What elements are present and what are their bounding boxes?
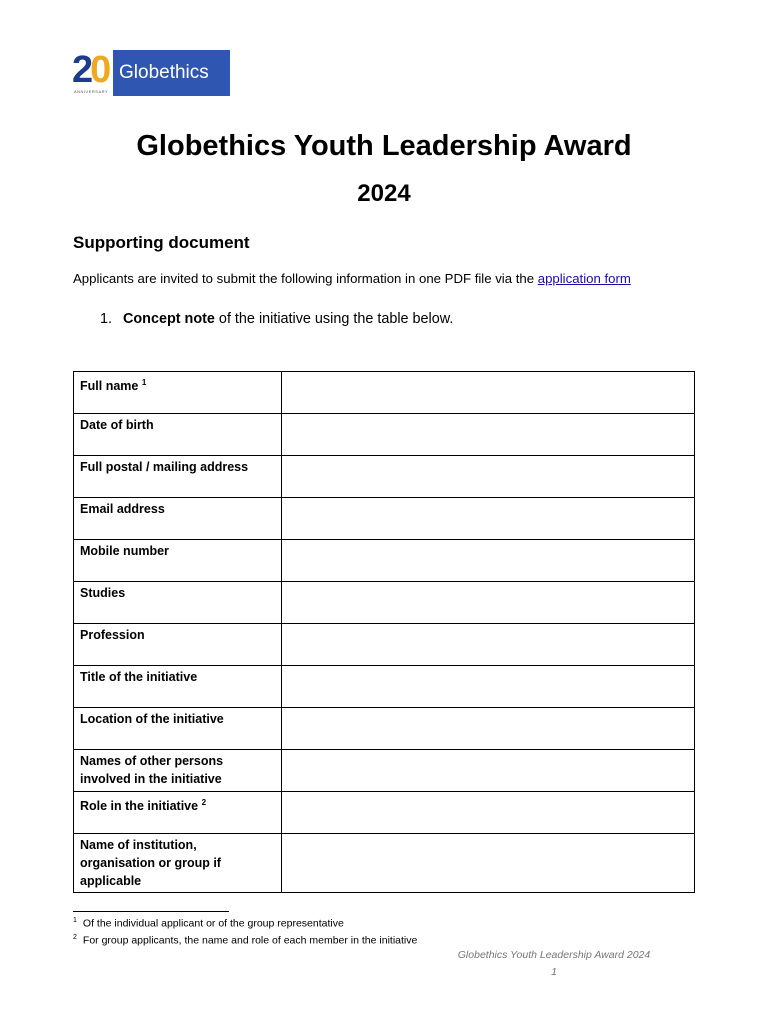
page-number: 1 <box>551 966 557 978</box>
row-label: Location of the initiative <box>74 708 282 750</box>
table-row <box>74 834 695 893</box>
table-row <box>74 498 695 540</box>
table-row <box>74 624 695 666</box>
value-cell[interactable] <box>282 834 695 893</box>
anniversary-caption: ANNIVERSARY <box>74 89 109 94</box>
page-title: Globethics Youth Leadership Award <box>136 130 632 162</box>
row-label: Studies <box>74 582 282 624</box>
footnote-ref: 2 <box>201 798 207 807</box>
row-label: Profession <box>74 624 282 666</box>
section-heading: Supporting document <box>73 233 250 252</box>
value-cell[interactable] <box>282 456 695 498</box>
value-cell[interactable] <box>282 372 695 414</box>
table-row <box>74 582 695 624</box>
label-text: Full name <box>80 379 139 394</box>
row-label: Email address <box>74 498 282 540</box>
row-label: Names of other persons involved in the initiative <box>74 750 282 792</box>
footnote-ref: 1 <box>141 378 147 387</box>
row-label: Name of institution, organisation or group if applicable <box>74 834 282 893</box>
row-label <box>74 372 282 414</box>
table-row <box>74 414 695 456</box>
table-row <box>74 540 695 582</box>
intro-paragraph <box>73 271 631 286</box>
application-form-link[interactable]: application form <box>537 271 631 286</box>
anniversary-number: 20 <box>72 49 109 91</box>
value-cell[interactable] <box>282 708 695 750</box>
row-label: Date of birth <box>74 414 282 456</box>
footnote-separator <box>73 911 229 912</box>
value-cell[interactable] <box>282 624 695 666</box>
globethics-logo <box>72 50 230 96</box>
footnote-number: 2 <box>73 934 77 941</box>
logo-wordmark: Globethics <box>113 50 230 96</box>
list-item-rest: of the initiative using the table below. <box>214 311 454 327</box>
footnote-text: Of the individual applicant or of the group representative <box>82 917 344 930</box>
footnote-1 <box>73 917 344 930</box>
value-cell[interactable] <box>282 750 695 792</box>
footnote-number: 1 <box>73 917 77 924</box>
label-text: Role in the initiative <box>80 799 199 814</box>
footnote-2 <box>73 934 417 947</box>
value-cell[interactable] <box>282 414 695 456</box>
row-label: Title of the initiative <box>74 666 282 708</box>
anniversary-badge <box>72 50 113 96</box>
row-label: Full postal / mailing address <box>74 456 282 498</box>
value-cell[interactable] <box>282 540 695 582</box>
intro-text: Applicants are invited to submit the following information in one PDF file via the <box>73 271 538 286</box>
row-label: Mobile number <box>74 540 282 582</box>
table-row <box>74 708 695 750</box>
value-cell[interactable] <box>282 792 695 834</box>
table-row <box>74 456 695 498</box>
footnote-text: For group applicants, the name and role of each member in the initiative <box>82 934 418 947</box>
table-row <box>74 750 695 792</box>
table-row <box>74 372 695 414</box>
footer-title: Globethics Youth Leadership Award 2024 <box>457 949 651 961</box>
value-cell[interactable] <box>282 666 695 708</box>
concept-note-table <box>73 371 695 893</box>
list-item <box>100 311 453 327</box>
value-cell[interactable] <box>282 498 695 540</box>
page-year: 2024 <box>357 180 411 207</box>
value-cell[interactable] <box>282 582 695 624</box>
table-row <box>74 792 695 834</box>
row-label <box>74 792 282 834</box>
list-number: 1. <box>100 311 113 327</box>
table-row <box>74 666 695 708</box>
list-item-bold: Concept note <box>123 311 215 327</box>
